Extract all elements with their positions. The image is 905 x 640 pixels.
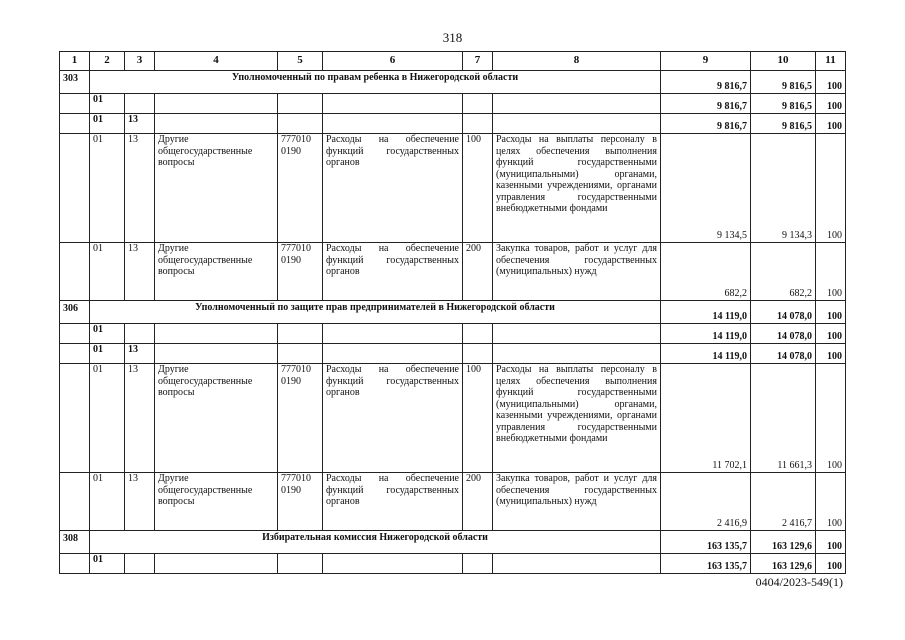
- target-article-code: 777010 0190: [278, 134, 323, 243]
- actual-amount: 9 134,3: [751, 134, 816, 243]
- subsection-code: 13: [125, 243, 155, 301]
- subsection-name: Другие общегосударственные вопросы: [155, 364, 278, 473]
- subsection-code: [125, 554, 155, 574]
- table-header-row: [60, 52, 846, 71]
- actual-amount: 14 078,0: [751, 344, 816, 364]
- actual-amount: 2 416,7: [751, 473, 816, 531]
- subsection-code: 13: [125, 473, 155, 531]
- percent-executed: 100: [816, 554, 846, 574]
- target-article-code: 777010 0190: [278, 243, 323, 301]
- section-row: [60, 531, 846, 554]
- document-code: 0404/2023-549(1): [755, 575, 843, 589]
- section-subtotal-row: [60, 344, 846, 364]
- section-title: Уполномоченный по правам ребенка в Нижегородской области: [90, 71, 661, 94]
- percent-executed: 100: [816, 114, 846, 134]
- column-header: 7: [463, 52, 493, 71]
- section-subtotal-row: [60, 94, 846, 114]
- target-article-name: Расходы на обеспечение функций государственных органов: [323, 134, 463, 243]
- percent-executed: 100: [816, 94, 846, 114]
- subsection-code: 13: [125, 364, 155, 473]
- section-code: 306: [60, 301, 90, 324]
- expense-type-name: Расходы на выплаты персоналу в целях обеспечения выполнения функций государственными (муниципальными) органами, казенными учреждениями, органами управления государственными внебюджетными фондами: [493, 134, 661, 243]
- section-subtotal-row: [60, 324, 846, 344]
- section-row: [60, 301, 846, 324]
- actual-amount: 11 661,3: [751, 364, 816, 473]
- column-header: 11: [816, 52, 846, 71]
- planned-amount: 9 816,7: [661, 71, 751, 94]
- column-header: 6: [323, 52, 463, 71]
- expense-detail-row: [60, 364, 846, 473]
- target-article-name: Расходы на обеспечение функций государственных органов: [323, 364, 463, 473]
- actual-amount: 9 816,5: [751, 94, 816, 114]
- planned-amount: 14 119,0: [661, 301, 751, 324]
- subsection-name: Другие общегосударственные вопросы: [155, 134, 278, 243]
- planned-amount: 163 135,7: [661, 531, 751, 554]
- expense-type-code: 200: [463, 473, 493, 531]
- subsection-code: [125, 324, 155, 344]
- target-article-name: Расходы на обеспечение функций государственных органов: [323, 473, 463, 531]
- column-header: 3: [125, 52, 155, 71]
- percent-executed: 100: [816, 473, 846, 531]
- section-code: 303: [60, 71, 90, 94]
- expense-detail-row: [60, 243, 846, 301]
- percent-executed: 100: [816, 134, 846, 243]
- section-subtotal-row: [60, 554, 846, 574]
- column-header: 8: [493, 52, 661, 71]
- column-header: 9: [661, 52, 751, 71]
- planned-amount: 9 134,5: [661, 134, 751, 243]
- section-title: Уполномоченный по защите прав предпринимателей в Нижегородской области: [90, 301, 661, 324]
- percent-executed: 100: [816, 344, 846, 364]
- section-subtotal-row: [60, 114, 846, 134]
- section-code: 308: [60, 531, 90, 554]
- subsection-code: 13: [125, 344, 155, 364]
- section-title: Избирательная комиссия Нижегородской области: [90, 531, 661, 554]
- expense-detail-row: [60, 473, 846, 531]
- target-article-code: 777010 0190: [278, 364, 323, 473]
- planned-amount: 11 702,1: [661, 364, 751, 473]
- actual-amount: 14 078,0: [751, 301, 816, 324]
- expense-type-name: Закупка товаров, работ и услуг для обеспечения государственных (муниципальных) нужд: [493, 243, 661, 301]
- column-header: 4: [155, 52, 278, 71]
- percent-executed: 100: [816, 531, 846, 554]
- target-article-code: 777010 0190: [278, 473, 323, 531]
- section-part-code: 01: [90, 114, 125, 134]
- page-number: 318: [442, 30, 463, 45]
- percent-executed: 100: [816, 71, 846, 94]
- percent-executed: 100: [816, 243, 846, 301]
- planned-amount: 14 119,0: [661, 324, 751, 344]
- percent-executed: 100: [816, 324, 846, 344]
- expense-type-name: Закупка товаров, работ и услуг для обеспечения государственных (муниципальных) нужд: [493, 473, 661, 531]
- section-part-code: 01: [90, 473, 125, 531]
- percent-executed: 100: [816, 301, 846, 324]
- column-header: 1: [60, 52, 90, 71]
- planned-amount: 682,2: [661, 243, 751, 301]
- expense-type-code: 100: [463, 134, 493, 243]
- budget-table: [59, 51, 846, 574]
- section-part-code: 01: [90, 243, 125, 301]
- expense-type-name: Расходы на выплаты персоналу в целях обеспечения выполнения функций государственными (муниципальными) органами, казенными учреждениями, органами управления государственными внебюджетными фондами: [493, 364, 661, 473]
- section-part-code: 01: [90, 134, 125, 243]
- expense-detail-row: [60, 134, 846, 243]
- planned-amount: 9 816,7: [661, 94, 751, 114]
- planned-amount: 14 119,0: [661, 344, 751, 364]
- subsection-code: [125, 94, 155, 114]
- planned-amount: 2 416,9: [661, 473, 751, 531]
- subsection-name: Другие общегосударственные вопросы: [155, 243, 278, 301]
- actual-amount: 163 129,6: [751, 531, 816, 554]
- expense-type-code: 100: [463, 364, 493, 473]
- actual-amount: 682,2: [751, 243, 816, 301]
- actual-amount: 163 129,6: [751, 554, 816, 574]
- actual-amount: 9 816,5: [751, 114, 816, 134]
- section-part-code: 01: [90, 324, 125, 344]
- section-part-code: 01: [90, 554, 125, 574]
- column-header: 10: [751, 52, 816, 71]
- target-article-name: Расходы на обеспечение функций государственных органов: [323, 243, 463, 301]
- actual-amount: 14 078,0: [751, 324, 816, 344]
- planned-amount: 9 816,7: [661, 114, 751, 134]
- section-row: [60, 71, 846, 94]
- subsection-code: 13: [125, 114, 155, 134]
- expense-type-code: 200: [463, 243, 493, 301]
- section-part-code: 01: [90, 364, 125, 473]
- percent-executed: 100: [816, 364, 846, 473]
- planned-amount: 163 135,7: [661, 554, 751, 574]
- section-part-code: 01: [90, 94, 125, 114]
- column-header: 2: [90, 52, 125, 71]
- subsection-code: 13: [125, 134, 155, 243]
- actual-amount: 9 816,5: [751, 71, 816, 94]
- subsection-name: Другие общегосударственные вопросы: [155, 473, 278, 531]
- section-part-code: 01: [90, 344, 125, 364]
- column-header: 5: [278, 52, 323, 71]
